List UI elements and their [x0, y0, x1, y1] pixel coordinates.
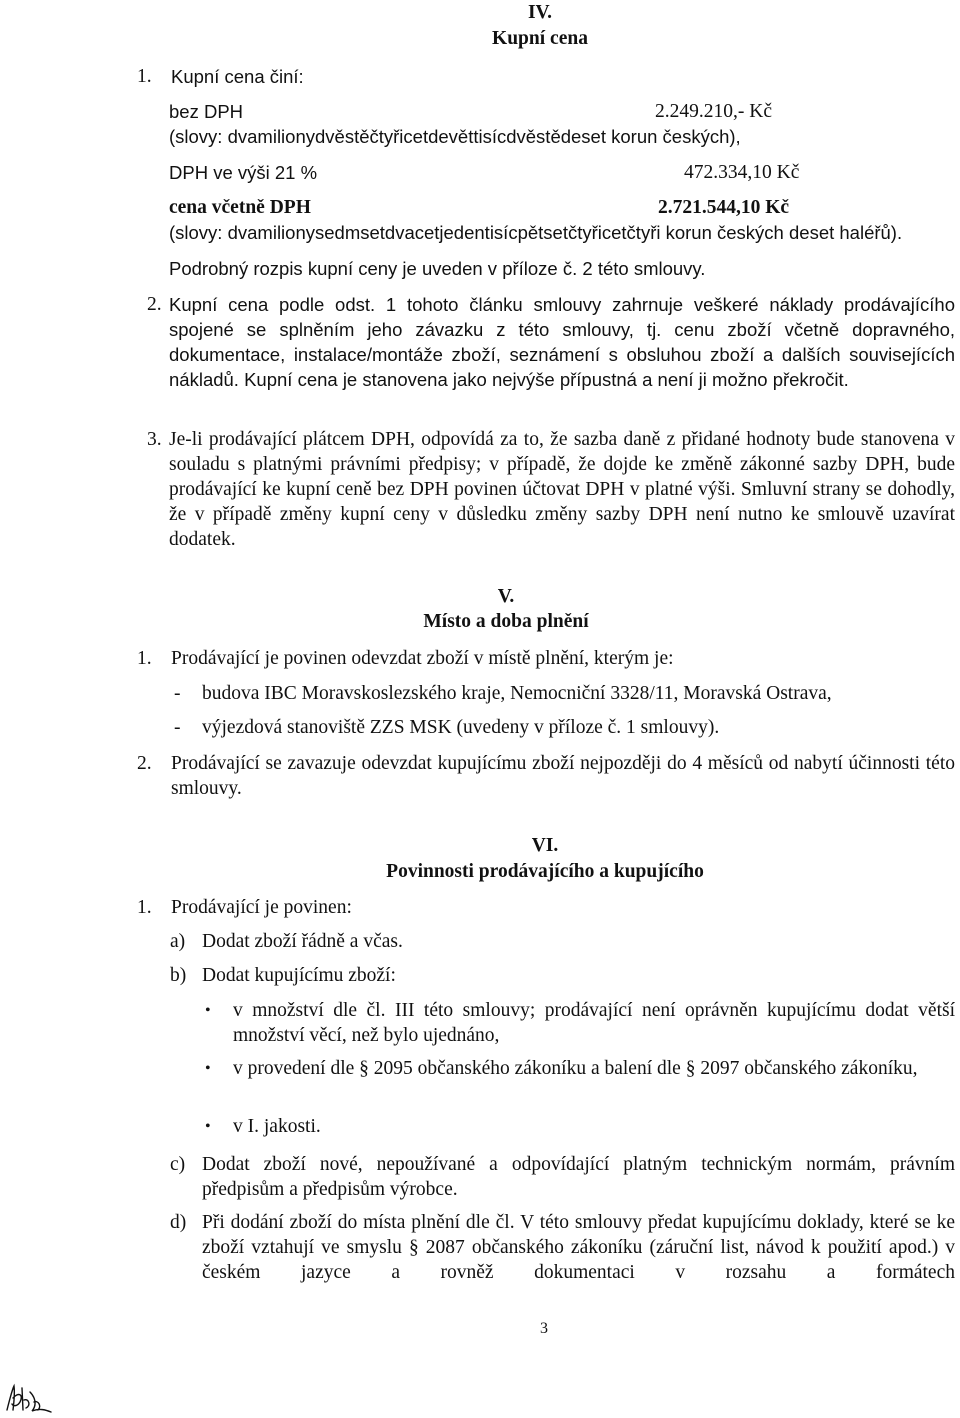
art4-p2-number: 2. [147, 294, 162, 315]
art5-p1-number: 1. [137, 648, 152, 669]
place-item-2: výjezdová stanoviště ZZS MSK (uvedeny v příloze č. 1 smlouvy). [202, 717, 720, 738]
item-c-text: Dodat zboží nové, nepoužívané a odpovídající platným technickým normám, právním předpisům a předpisům výrobce. [202, 1154, 955, 1200]
price-without-vat-words: (slovy: dvamilionydvěstěčtyřicetdevěttisícdvěstědeset korun českých), [169, 126, 741, 147]
art6-p1-text: Prodávající je povinen: [171, 897, 352, 918]
art6-p1-number: 1. [137, 897, 152, 918]
art4-p3-text: Je-li prodávající plátcem DPH, odpovídá za to, že sazba daně z přidané hodnoty bude stanovena v souladu s platnými právními předpisy; v případě, že dojde ke změně zákonné sazby DPH, bude prodávající ke kupní ceně bez DPH povinen účtovat DPH v platné výši. Smluvní strany se dohodly, že v případě změny kupní ceny v důsledku změny sazby DPH není nutno ke smlouvě uzavírat dodatek. [169, 429, 955, 550]
price-without-vat-label: bez DPH [169, 101, 244, 122]
article-6-title: Povinnosti prodávajícího a kupujícího [386, 861, 704, 882]
article-4-title: Kupní cena [492, 28, 588, 49]
item-b-bullet-2: v provedení dle § 2095 občanského zákoníku a balení dle § 2097 občanského zákoníku, [233, 1058, 918, 1079]
vat-label: DPH ve výši 21 % [169, 162, 318, 183]
bullet-icon: • [205, 1118, 211, 1135]
item-b-bullet-1: v množství dle čl. III této smlouvy; prodávající není oprávněn kupujícímu dodat větší množství věcí, než bylo ujednáno, [233, 1000, 955, 1046]
price-with-vat-label: cena včetně DPH [169, 197, 311, 218]
item-d-text: Při dodání zboží do místa plnění dle čl. V této smlouvy předat kupujícímu doklady, které se ke zboží vztahují ve smyslu § 2087 občanského zákoníku (záruční list, návod k použití apod.) v českém jazyce a rovněž dokumentaci v rozsahu a formátech [202, 1212, 955, 1283]
price-with-vat-words: (slovy: dvamilionysedmsetdvacetjedentisícpětsetčtyřicetčtyři korun českých deset haléřů). [169, 222, 903, 243]
article-5-number: V. [497, 586, 515, 607]
art5-p1-text: Prodávající je povinen odevzdat zboží v místě plnění, kterým je: [171, 648, 674, 669]
item-d-label: d) [170, 1212, 187, 1233]
article-6-number: VI. [531, 835, 559, 856]
bullet-icon: • [205, 1060, 211, 1077]
item-b-text: Dodat kupujícímu zboží: [202, 965, 396, 986]
dash-marker: - [174, 683, 181, 704]
page-number: 3 [540, 1320, 548, 1337]
price-without-vat-value: 2.249.210,- Kč [655, 101, 772, 122]
art5-p2-number: 2. [137, 753, 152, 774]
handwritten-initials [4, 1380, 54, 1414]
art5-p2-text: Prodávající se zavazuje odevzdat kupujícímu zboží nejpozději do 4 měsíců od nabytí účinnosti této smlouvy. [171, 753, 955, 799]
vat-value: 472.334,10 Kč [684, 162, 800, 183]
price-breakdown-note: Podrobný rozpis kupní ceny je uveden v příloze č. 2 této smlouvy. [169, 258, 706, 279]
place-item-1: budova IBC Moravskoslezského kraje, Nemocniční 3328/11, Moravská Ostrava, [202, 683, 832, 704]
art4-p3-number: 3. [147, 429, 162, 450]
dash-marker: - [174, 717, 181, 738]
item-c-label: c) [170, 1154, 186, 1175]
article-5-title: Místo a doba plnění [423, 611, 589, 632]
item-a-text: Dodat zboží řádně a včas. [202, 931, 403, 952]
art4-p1-label: Kupní cena činí: [171, 66, 304, 87]
price-with-vat-value: 2.721.544,10 Kč [658, 197, 790, 218]
article-4-number: IV. [527, 2, 553, 23]
art4-p1-number: 1. [137, 66, 152, 87]
item-a-label: a) [170, 931, 186, 952]
art4-p2-text: Kupní cena podle odst. 1 tohoto článku smlouvy zahrnuje veškeré náklady prodávajícího spojené se splněním jeho závazku z této smlouvy, tj. cenu zboží včetně dopravného, dokumentace, instalace/montáže zboží, seznámení s obsluhou zboží a dalších souvisejících nákladů. Kupní cena je stanovena jako nejvýše přípustná a není ji možno překročit. [169, 294, 955, 390]
item-b-label: b) [170, 965, 187, 986]
bullet-icon: • [205, 1002, 211, 1019]
item-b-bullet-3: v I. jakosti. [233, 1116, 321, 1137]
